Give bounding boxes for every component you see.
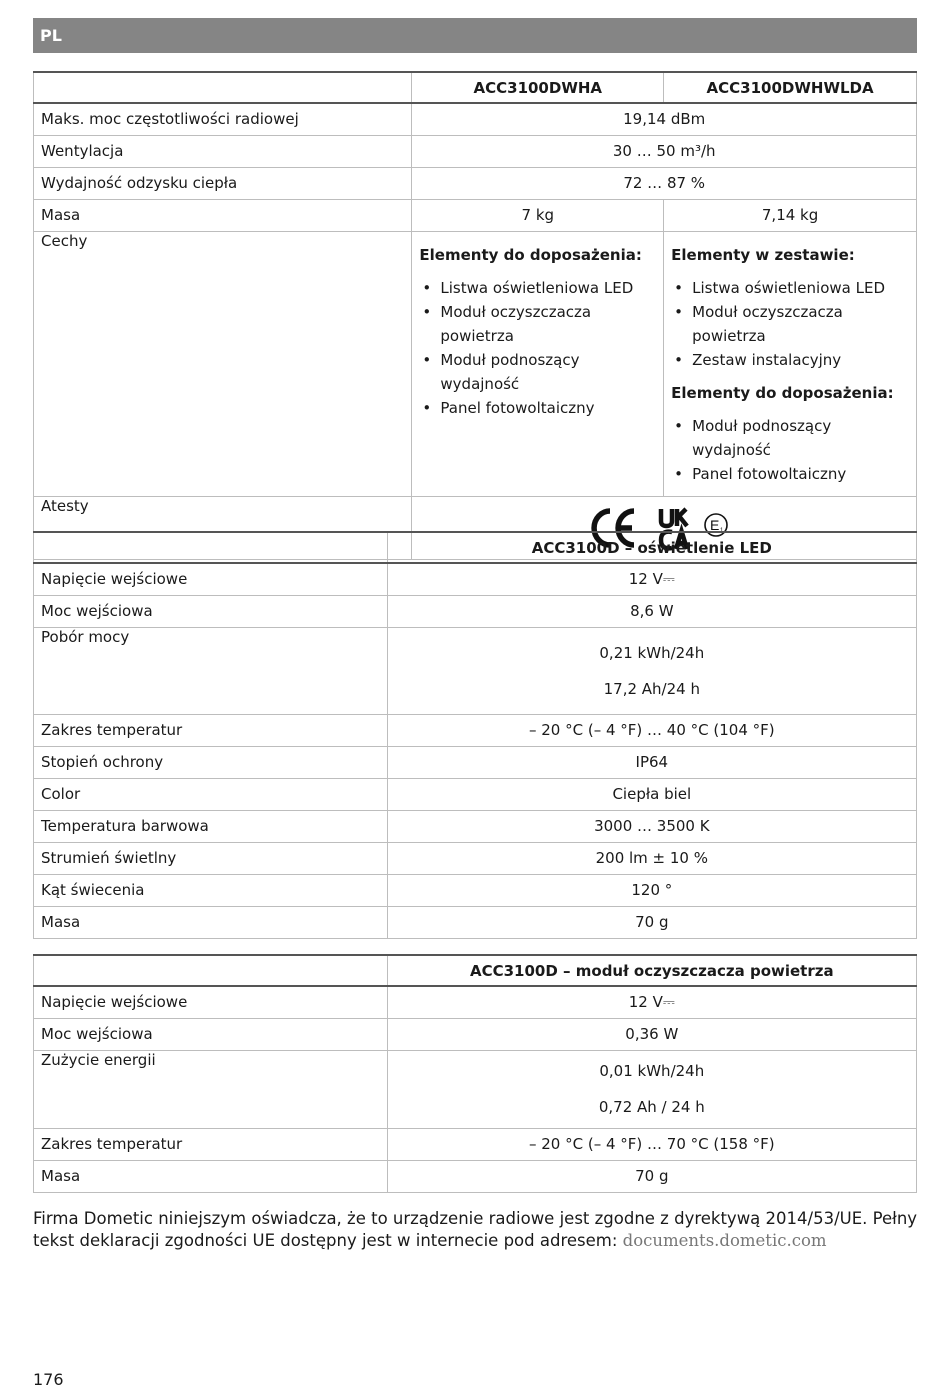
row-label: Wentylacja — [34, 135, 412, 167]
documents-link[interactable]: documents.dometic.com — [622, 1231, 827, 1250]
row-value: 8,6 W — [387, 595, 916, 627]
row-value: IP64 — [387, 746, 916, 778]
spec-table-led — [33, 531, 917, 939]
table-row — [34, 906, 917, 938]
row-value-1: 7 kg — [412, 199, 664, 231]
features-cell-2 — [664, 231, 917, 496]
row-value: 0,36 W — [387, 1018, 916, 1050]
list-item: • Panel fotowoltaiczny — [440, 396, 656, 420]
list-item: • Moduł podnoszący wydajność — [692, 414, 909, 462]
row-label: Napięcie wejściowe — [34, 986, 388, 1018]
table-row — [34, 103, 917, 135]
row-value: 30 … 50 m³/h — [412, 135, 917, 167]
consumption-value-2: 17,2 Ah/24 h — [603, 679, 700, 698]
spec-table-main — [33, 71, 917, 560]
table-row — [34, 627, 917, 714]
row-value: 12 V⎓ — [387, 986, 916, 1018]
table-header-row — [34, 955, 917, 986]
row-value: 12 V⎓ — [387, 563, 916, 595]
row-label: Color — [34, 778, 388, 810]
row-label: Maks. moc częstotliwości radiowej — [34, 103, 412, 135]
row-value-2: 7,14 kg — [664, 199, 917, 231]
table-row — [34, 810, 917, 842]
led-table-title: ACC3100D – oświetlenie LED — [387, 532, 916, 563]
svg-text:1: 1 — [720, 527, 724, 534]
row-label: Zużycie energii — [34, 1050, 388, 1128]
features-title: Elementy w zestawie: — [671, 245, 855, 264]
spec-table-air-purifier — [33, 954, 917, 1193]
table-row — [34, 1128, 917, 1160]
header-empty-cell — [34, 955, 388, 986]
row-label: Napięcie wejściowe — [34, 563, 388, 595]
table-row — [34, 714, 917, 746]
table-row — [34, 199, 917, 231]
row-label: Masa — [34, 1160, 388, 1192]
row-value: 70 g — [387, 906, 916, 938]
row-value: – 20 °C (– 4 °F) … 70 °C (158 °F) — [387, 1128, 916, 1160]
list-item: • Panel fotowoltaiczny — [692, 462, 909, 486]
list-item: • Moduł podnoszący wydajność — [440, 348, 656, 396]
table-header-row — [34, 72, 917, 103]
header-empty-cell — [34, 72, 412, 103]
features-list — [419, 276, 656, 420]
table-row — [34, 986, 917, 1018]
row-value: 19,14 dBm — [412, 103, 917, 135]
row-value: – 20 °C (– 4 °F) … 40 °C (104 °F) — [387, 714, 916, 746]
model-header-2: ACC3100DWHWLDA — [664, 72, 917, 103]
row-label: Zakres temperatur — [34, 1128, 388, 1160]
page-number: 176 — [33, 1370, 64, 1389]
row-value — [387, 1050, 916, 1128]
declaration-text: Firma Dometic niniejszym oświadcza, że to urządzenie radiowe jest zgodne z dyrektywą 2014/53/UE. Pełny tekst deklaracji zgodności UE dostępny jest w internecie pod adresem: — [33, 1209, 918, 1250]
declaration-paragraph — [33, 1208, 923, 1252]
list-item: • Listwa oświetleniowa LED — [692, 276, 909, 300]
row-value: Ciepła biel — [387, 778, 916, 810]
language-header — [33, 18, 917, 53]
header-empty-cell — [34, 532, 388, 563]
row-label: Wydajność odzysku ciepła — [34, 167, 412, 199]
row-value: 120 ° — [387, 874, 916, 906]
row-value: 200 lm ± 10 % — [387, 842, 916, 874]
list-item: • Listwa oświetleniowa LED — [440, 276, 656, 300]
row-label: Moc wejściowa — [34, 1018, 388, 1050]
row-label: Temperatura barwowa — [34, 810, 388, 842]
energy-value-1: 0,01 kWh/24h — [599, 1062, 705, 1080]
purifier-table-title: ACC3100D – moduł oczyszczacza powietrza — [387, 955, 916, 986]
row-value: 70 g — [387, 1160, 916, 1192]
features-list — [671, 276, 909, 372]
row-label: Moc wejściowa — [34, 595, 388, 627]
row-value: 3000 … 3500 K — [387, 810, 916, 842]
row-value — [387, 627, 916, 714]
list-item: • Zestaw instalacyjny — [692, 348, 909, 372]
table-row — [34, 1160, 917, 1192]
table-row — [34, 778, 917, 810]
features-title: Elementy do doposażenia: — [671, 383, 894, 402]
table-row — [34, 746, 917, 778]
svg-text:E: E — [710, 516, 720, 533]
table-row — [34, 842, 917, 874]
row-label: Kąt świecenia — [34, 874, 388, 906]
row-label: Zakres temperatur — [34, 714, 388, 746]
row-label: Atesty — [34, 496, 412, 559]
table-row — [34, 563, 917, 595]
table-row — [34, 1050, 917, 1128]
table-row — [34, 1018, 917, 1050]
row-value: 72 … 87 % — [412, 167, 917, 199]
row-label: Masa — [34, 199, 412, 231]
energy-value-2: 0,72 Ah / 24 h — [598, 1098, 705, 1116]
language-code: PL — [40, 26, 62, 45]
table-row — [34, 595, 917, 627]
row-label: Masa — [34, 906, 388, 938]
features-list — [671, 414, 909, 486]
row-label: Stopień ochrony — [34, 746, 388, 778]
table-header-row — [34, 532, 917, 563]
list-item: • Moduł oczyszczacza powietrza — [440, 300, 656, 348]
features-cell-1 — [412, 231, 664, 496]
features-title: Elementy do doposażenia: — [419, 245, 642, 264]
table-row — [34, 135, 917, 167]
row-label: Cechy — [34, 231, 412, 496]
table-row — [34, 874, 917, 906]
model-header-1: ACC3100DWHA — [412, 72, 664, 103]
table-row-features — [34, 231, 917, 496]
row-label: Pobór mocy — [34, 627, 388, 714]
table-row — [34, 167, 917, 199]
consumption-value-1: 0,21 kWh/24h — [599, 643, 705, 662]
row-label: Strumień świetlny — [34, 842, 388, 874]
list-item: • Moduł oczyszczacza powietrza — [692, 300, 909, 348]
